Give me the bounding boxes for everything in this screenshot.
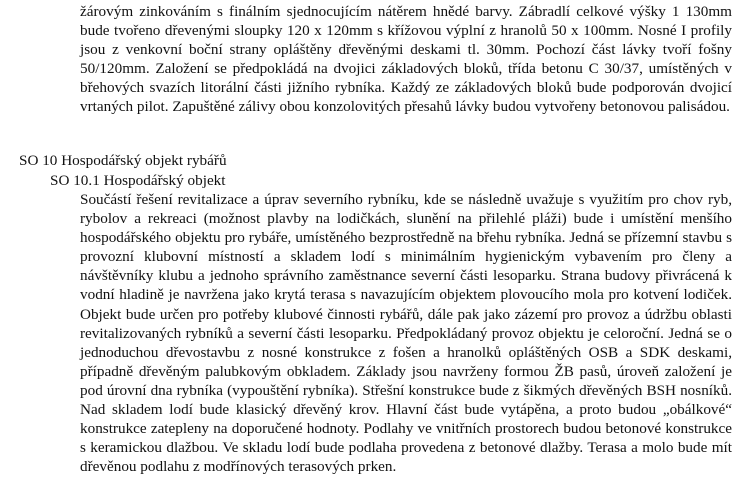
intro-paragraph: žárovým zinkováním s finálním sjednocujícím nátěrem hnědé barvy. Zábradlí celkové výšky 1 130mm bude tvořeno dřevenými sloupky 120 x 120mm s křížovou výplní z hranolů 50 x 100mm. Nosné I profily jsou z venkovní boční strany opláštěny dřevěnými deskami tl. 30mm. Pochozí část lávky tvoří fošny 50/120mm. Založení se předpokládá na dvojici základových bloků, třída betonu C 30/37, umístěných v břehových svazích litorální části jižního rybníka. Každý ze základových bloků bude podporován dvojicí vrtaných pilot. Zapuštěné zálivy obou konzolovitých přesahů lávky budou vytvořeny betonovou palisádou.: [80, 3, 732, 116]
subsection-paragraph: Součástí řešení revitalizace a úprav severního rybníku, kde se následně uvažuje s využitím pro chov ryb, rybolov a rekreaci (možnost plavby na lodičkách, slunění na přilehlé pláži) bude i umístění menšího hospodářského objektu pro rybáře, umístěného bezprostředně na břehu rybníka. Jedná se přízemní stavbu s provozní klubovní místností a skladem lodí s minimálním hygienickým vybavením pro členy a návštěvníky klubu a jednoho správního zaměstnance severní části lesoparku. Strana budovy přivrácená k vodní hladině je navržena jako krytá terasa s navazujícím objektem plovoucího mola pro kotvení lodiček. Objekt bude určen pro potřeby klubové činnosti rybářů, dále pak jako zázemí pro provoz a údržbu oblasti revitalizovaných rybníků a severní části lesoparku. Předpokládaný provoz objektu je celoroční. Jedná se o jednoduchou dřevostavbu z nosné konstrukce z fošen a hranolků opláštěných OSB a SDK deskami, případně dřevěným palubkovým obkladem. Základy jsou navrženy formou ŽB pasů, úroveň založení je pod úrovní dna rybníka (vypouštění rybníka). Střešní konstrukce bude z šikmých dřevěných BSH nosníků. Nad skladem lodí bude klasický dřevěný krov. Hlavní část bude vytápěna, a proto budou „obálkové“ konstrukce zatepleny na doporučené hodnoty. Podlahy ve vnitřních prostorech budou betonové konstrukce s keramickou dlažbou. Ve skladu lodí bude podlaha provedena z betonové dlažby. Terasa a molo bude mít dřevěnou podlahu z modřínových terasových prken.: [80, 191, 732, 476]
subsection-heading: SO 10.1 Hospodářský objekt: [50, 172, 226, 189]
section-heading: SO 10 Hospodářský objekt rybářů: [19, 152, 227, 169]
